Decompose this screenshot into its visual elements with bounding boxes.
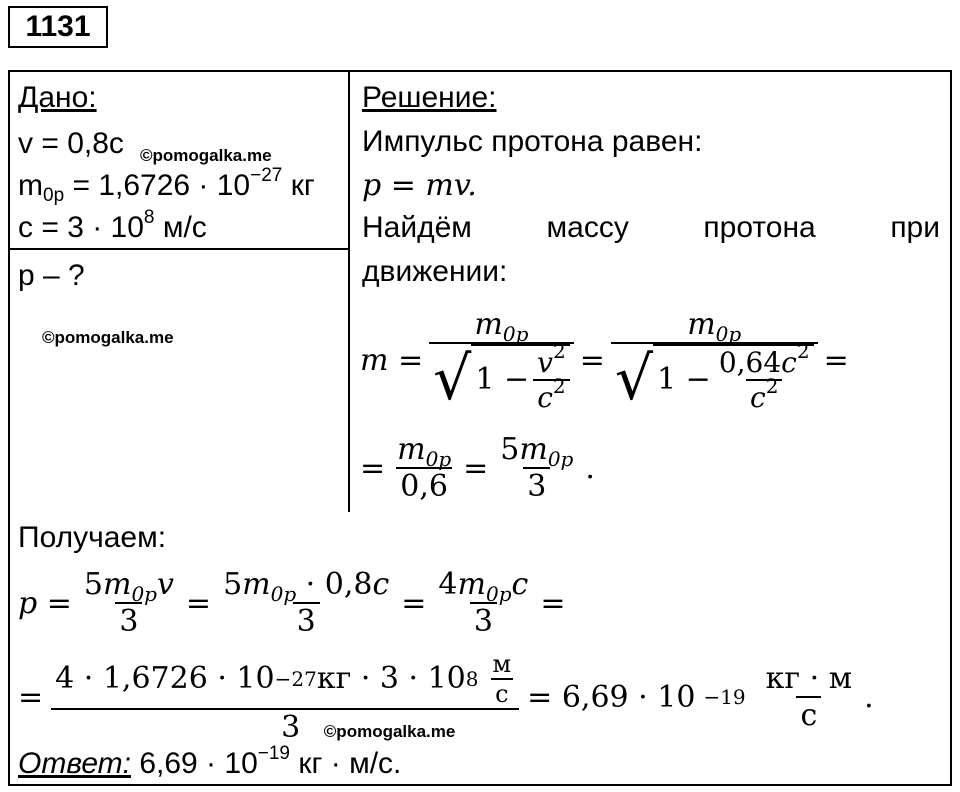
equals-sign: = bbox=[360, 450, 386, 486]
four: 4 bbox=[438, 567, 458, 602]
m-subscript: 0p bbox=[502, 321, 529, 346]
m-subscript: 0p bbox=[547, 447, 574, 471]
sqrt-sign: √ bbox=[433, 343, 472, 414]
v-symbol: v bbox=[156, 567, 174, 602]
unit-meter: м bbox=[492, 649, 512, 678]
three: 3 bbox=[281, 709, 301, 745]
sqrt-content bbox=[653, 338, 814, 414]
unit-m-per-s bbox=[489, 650, 516, 708]
m-symbol: m bbox=[102, 567, 132, 602]
watermark: ©pomogalka.me bbox=[140, 146, 272, 165]
mass-result-formula bbox=[360, 428, 595, 508]
given-velocity: v = 0,8c bbox=[18, 127, 124, 160]
denominator bbox=[611, 338, 818, 414]
fraction-mass-064 bbox=[611, 307, 818, 414]
equals-sign: = bbox=[463, 450, 489, 486]
m-equals: m = bbox=[360, 342, 424, 378]
c-symbol: c bbox=[750, 380, 766, 414]
c-symbol: c bbox=[372, 567, 390, 602]
solution-line-motion: движении: bbox=[362, 255, 508, 288]
five: 5 bbox=[500, 432, 520, 467]
one-minus: 1 − bbox=[475, 362, 530, 397]
m-subscript: 0p bbox=[715, 321, 742, 346]
denominator: 3 bbox=[470, 602, 497, 639]
relativistic-mass-formula bbox=[360, 296, 849, 424]
numerator bbox=[496, 432, 577, 471]
denominator: 0,6 bbox=[396, 467, 452, 504]
fraction-5m08c-over-3 bbox=[219, 567, 393, 639]
table-top-border bbox=[8, 70, 952, 72]
m-subscript: 0p bbox=[131, 582, 157, 606]
fraction-mass-v bbox=[429, 307, 574, 414]
rest-mass-subscript: 0p bbox=[43, 185, 65, 206]
numerator bbox=[393, 432, 455, 471]
rest-mass-unit: кг bbox=[282, 169, 315, 202]
denominator: 3 bbox=[523, 467, 550, 504]
answer-label: Ответ: bbox=[18, 747, 131, 780]
unit-kgm-per-s bbox=[762, 661, 856, 733]
equals-sign: = bbox=[540, 585, 566, 621]
rest-mass-value: = 1,6726 · 10 bbox=[64, 169, 251, 202]
m-symbol: m bbox=[242, 567, 271, 602]
numeric-calculation: = 4 · 1,6726 · 10 −27 кг · 3 · 10 8 $\frac{м}{с}$ 3 ©pomogalka.me = 6,69 · 10 −19 $\frac{кг \cdot м}{с}$ . bbox=[18, 649, 874, 745]
m-symbol: m bbox=[397, 432, 426, 467]
light-speed-value: c = 3 · 10 bbox=[18, 211, 144, 244]
fraction-m-over-06 bbox=[393, 432, 455, 504]
equals-sign: = bbox=[18, 679, 44, 715]
five: 5 bbox=[223, 567, 243, 602]
m-symbol: m bbox=[457, 567, 486, 602]
calc-result: = 6,69 · 10 bbox=[527, 679, 696, 715]
m-subscript: 0p bbox=[270, 582, 297, 606]
five: 5 bbox=[83, 567, 103, 602]
table-bottom-border bbox=[8, 784, 952, 786]
square: 2 bbox=[552, 338, 566, 363]
numerator bbox=[80, 567, 178, 606]
word-3: протона bbox=[703, 211, 816, 244]
answer-unit: кг · м/с. bbox=[290, 747, 402, 780]
c2 bbox=[746, 373, 782, 414]
period: . bbox=[864, 679, 874, 715]
unit-second: с bbox=[491, 678, 512, 708]
times-08: · 0,8 bbox=[296, 567, 373, 602]
equals-sign: = bbox=[823, 342, 849, 378]
problem-number: 1131 bbox=[8, 6, 108, 48]
m-symbol: m bbox=[519, 432, 548, 467]
answer-exponent: −19 bbox=[257, 743, 290, 764]
equals-sign: = bbox=[185, 585, 212, 621]
one-minus: 1 − bbox=[657, 362, 711, 397]
solution-line-find-mass bbox=[362, 208, 940, 248]
word-2: массу bbox=[546, 211, 629, 244]
denominator: 3 bbox=[115, 602, 142, 639]
given-solution-divider bbox=[348, 70, 350, 512]
c-symbol: c bbox=[537, 380, 553, 414]
square: 2 bbox=[765, 373, 779, 398]
period: . bbox=[585, 450, 595, 486]
answer-line bbox=[18, 744, 401, 784]
sqrt-content bbox=[471, 338, 569, 414]
v-symbol: v bbox=[537, 345, 553, 379]
c-symbol: c bbox=[781, 345, 797, 379]
light-speed-unit: м/с bbox=[154, 211, 207, 244]
square: 2 bbox=[552, 373, 566, 398]
m-subscript: 0p bbox=[425, 447, 452, 471]
watermark: ©pomogalka.me bbox=[42, 328, 174, 347]
m-symbol: m bbox=[474, 306, 503, 342]
equals-sign: = bbox=[579, 342, 605, 378]
given-rest-mass bbox=[18, 166, 315, 206]
numerator bbox=[470, 306, 532, 346]
fraction-4mc-over-3 bbox=[434, 567, 532, 639]
m-subscript: 0p bbox=[485, 582, 512, 606]
064c2 bbox=[715, 338, 814, 379]
denominator: 3 bbox=[293, 602, 320, 639]
answer-value: 6,69 · 10 bbox=[131, 747, 258, 780]
calc-number: 4 · 1,6726 · 10 bbox=[55, 661, 275, 696]
rest-mass-exponent: −27 bbox=[250, 165, 283, 186]
064c2-over-c2 bbox=[715, 338, 814, 414]
light-speed-exponent: 8 bbox=[143, 207, 155, 228]
rest-mass-symbol: m bbox=[18, 169, 43, 202]
given-find-divider bbox=[8, 248, 350, 250]
numerator bbox=[683, 306, 745, 346]
calc-middle: кг · 3 · 10 bbox=[316, 661, 466, 696]
result-heading: Получаем: bbox=[18, 521, 167, 554]
formula-p-mv: p = mv. bbox=[362, 168, 477, 203]
sqrt-sign: √ bbox=[614, 343, 654, 414]
watermark: ©pomogalka.me bbox=[323, 721, 456, 741]
equals-sign: = bbox=[401, 585, 427, 621]
solution-heading: Решение: bbox=[362, 81, 497, 114]
given-heading: Дано: bbox=[18, 81, 97, 114]
denominator bbox=[51, 708, 519, 745]
given-light-speed bbox=[18, 208, 207, 248]
fraction-5mv-over-3 bbox=[80, 567, 178, 639]
table-right-border bbox=[950, 70, 952, 786]
c2 bbox=[533, 373, 569, 414]
fraction-numeric bbox=[51, 650, 519, 745]
c-symbol: c bbox=[511, 567, 529, 602]
find-quantity: p – ? bbox=[18, 259, 85, 292]
denominator bbox=[429, 338, 574, 414]
numerator: 4 · 1,6726 · 10 −27 кг · 3 · 10 8 $\frac{м}{с}$ bbox=[51, 650, 519, 708]
v2-over-c2 bbox=[533, 338, 570, 414]
unit-second: с bbox=[796, 696, 821, 733]
fraction-5m-over-3 bbox=[496, 432, 577, 504]
word-1: Найдём bbox=[362, 211, 472, 244]
p-equals: p = bbox=[18, 585, 72, 621]
coefficient: 0,64 bbox=[718, 345, 782, 379]
word-4: при bbox=[890, 211, 940, 244]
momentum-formula bbox=[18, 560, 565, 646]
table-left-border bbox=[8, 70, 10, 786]
solution-line-momentum: Импульс протона равен: bbox=[362, 125, 703, 158]
numerator bbox=[219, 567, 393, 606]
m-symbol: m bbox=[687, 306, 716, 342]
unit-kg-m: кг · м bbox=[765, 661, 853, 696]
numerator bbox=[434, 567, 532, 606]
square: 2 bbox=[796, 338, 810, 363]
